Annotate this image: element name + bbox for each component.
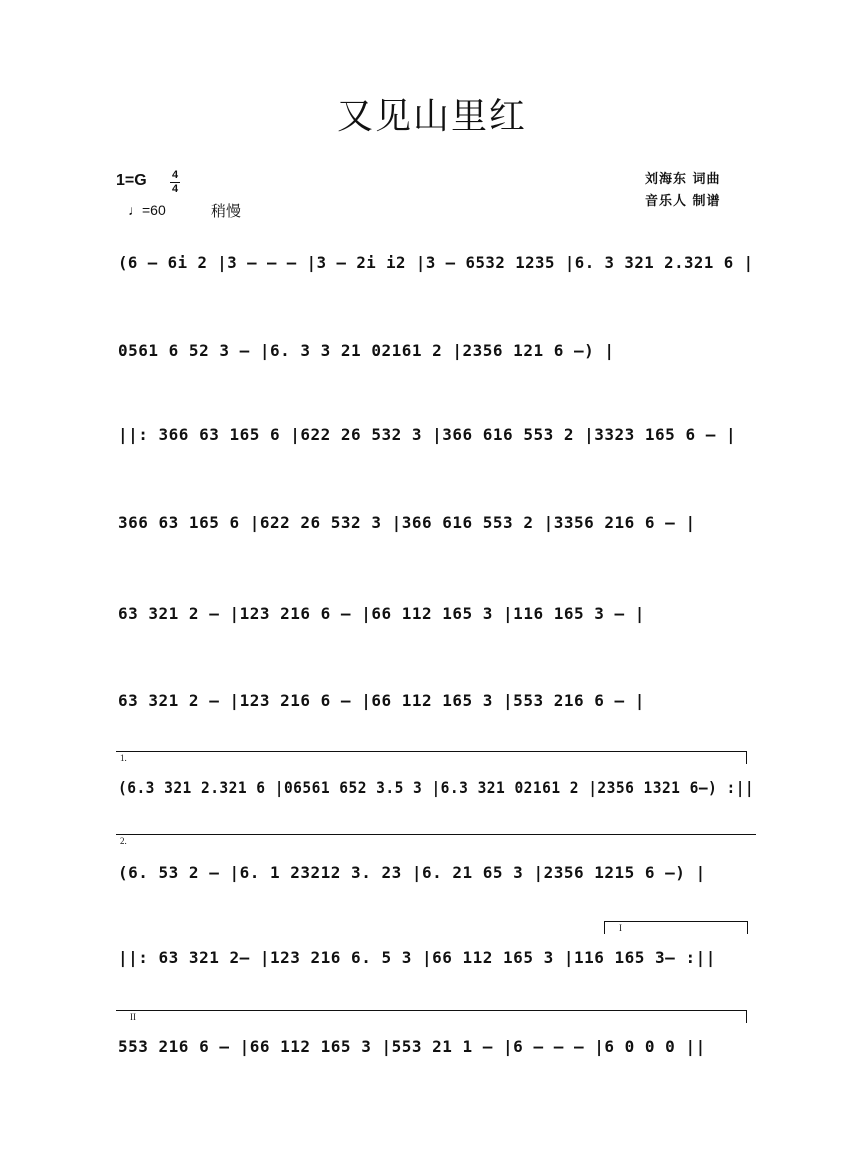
volta-bracket-2 [116,834,756,847]
score-row-8 [112,853,752,893]
score-row-9-text: ||: 63 321 2– |123 216 6. 5 3 |66 112 165 3 |116 165 3– :|| [118,948,716,967]
score-row-2-text: 0561 6 52 3 – |6. 3 3 21 02161 2 |2356 121 6 –) | [118,341,615,360]
score-row-7 [112,768,755,808]
score-row-1-text: (6 – 6i 2 |3 – – – |3 – 2i i2 |3 – 6532 1235 |6. 3 321 2.321 6 | [118,253,754,272]
score-row-3 [112,415,752,455]
score-row-3-text: ||: 366 63 165 6 |622 26 532 3 |366 616 553 2 |3323 165 6 – | [118,425,737,444]
score-row-9 [112,938,752,978]
score-row-10-text: 553 216 6 – |66 112 165 3 |553 21 1 – |6 – – – |6 0 0 0 || [118,1037,706,1056]
score-row-1 [112,243,752,283]
score-row-4-text: 366 63 165 6 |622 26 532 3 |366 616 553 2 |3356 216 6 – | [118,513,696,532]
score-row-5-text: 63 321 2 – |123 216 6 – |66 112 165 3 |116 165 3 – | [118,604,645,623]
meter-top: 4 [171,169,179,181]
tempo-word: 稍慢 [211,202,242,220]
key-signature: 1=G [116,172,147,189]
tempo-mark: ♩=60 [128,202,166,218]
volta-label-2: 2. [120,836,127,846]
volta-label-3: I [619,923,622,933]
song-title: 又见山里红 [336,96,527,137]
volta-bracket-3 [604,921,748,934]
score-row-7-text: (6.3 321 2.321 6 |06561 652 3.5 3 |6.3 321 02161 2 |2356 1321 6–) :|| [118,778,755,797]
credit-arranger: 音乐人 制谱 [645,194,721,209]
volta-label-1: 1. [120,753,127,763]
volta-label-4: II [130,1012,136,1022]
score-row-10 [112,1027,752,1067]
meter-bottom: 4 [171,183,179,195]
volta-bracket-4 [116,1010,747,1023]
time-signature [170,170,180,195]
score-row-8-text: (6. 53 2 – |6. 1 23212 3. 23 |6. 21 65 3 |2356 1215 6 –) | [118,863,706,882]
score-row-2 [112,331,752,371]
score-row-6-text: 63 321 2 – |123 216 6 – |66 112 165 3 |553 216 6 – | [118,691,645,710]
score-row-5 [112,594,752,634]
score-row-4 [112,503,752,543]
volta-bracket-1 [116,751,747,764]
credit-composer: 刘海东 词曲 [645,172,721,187]
score-row-6 [112,681,752,721]
